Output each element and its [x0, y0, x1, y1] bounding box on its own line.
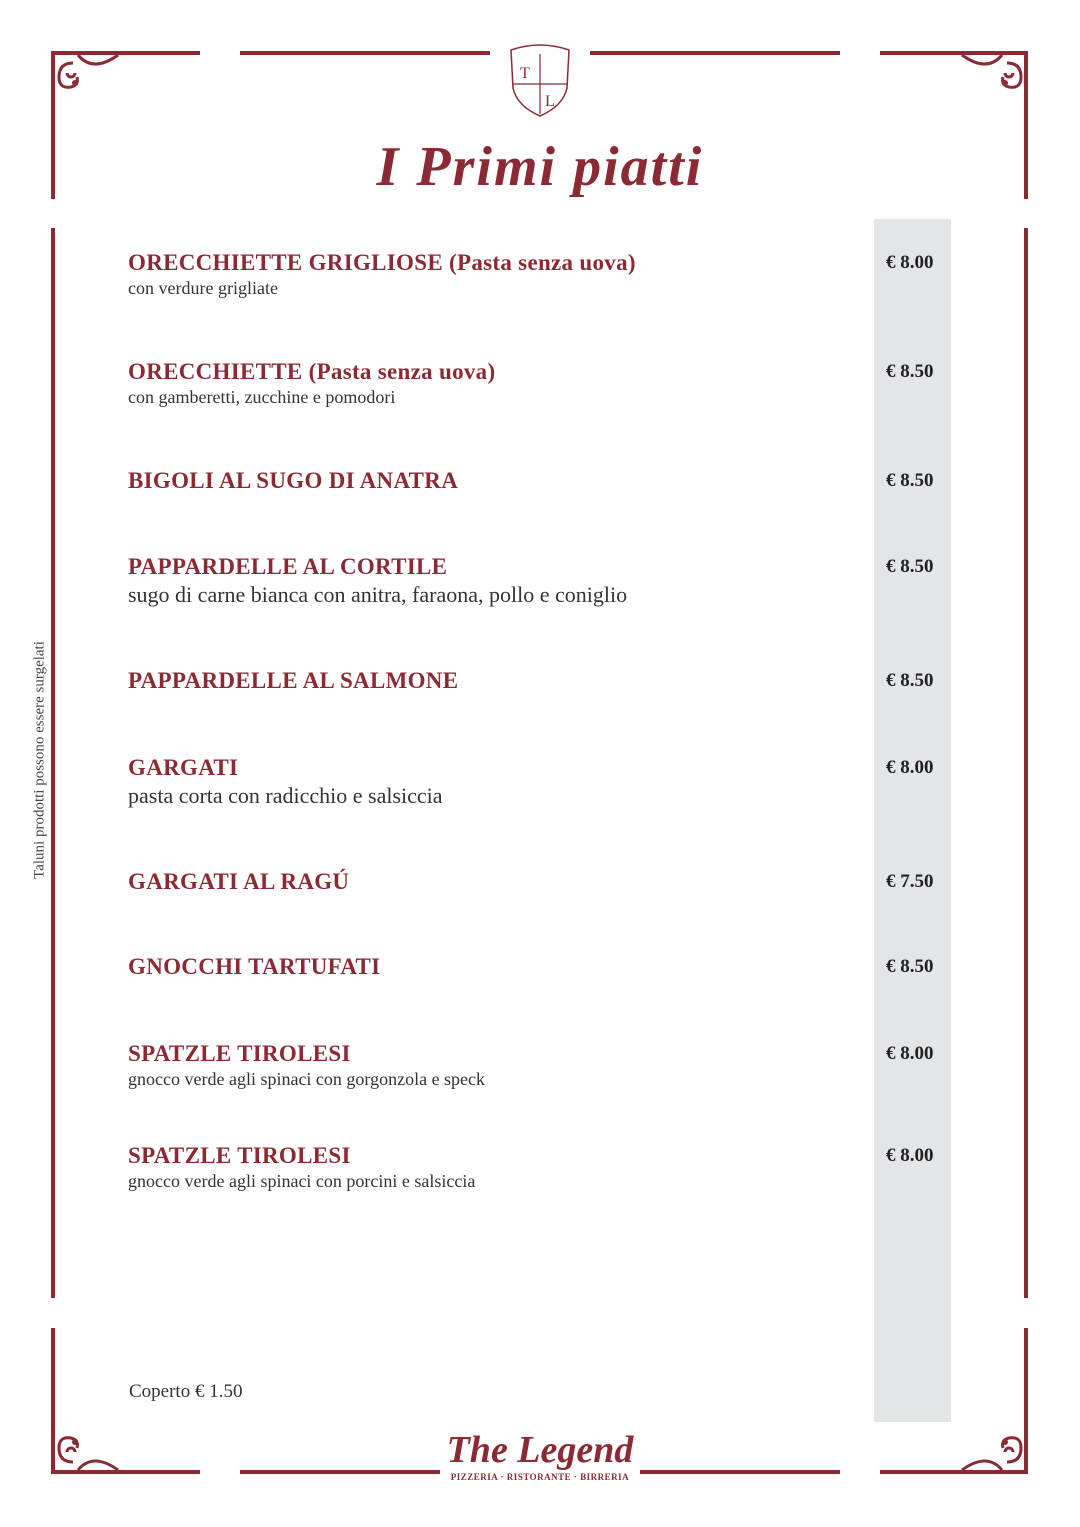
- corner-flourish-icon: [957, 1412, 1027, 1472]
- item-name: SPATZLE TIROLESI: [128, 1143, 351, 1168]
- menu-item: [128, 554, 627, 608]
- item-name: BIGOLI AL SUGO DI ANATRA: [128, 468, 459, 493]
- item-name: SPATZLE TIROLESI: [128, 1041, 351, 1066]
- cover-charge: Coperto € 1.50: [129, 1381, 243, 1402]
- crest-logo-icon: [505, 40, 575, 118]
- frame-line: [51, 228, 55, 1298]
- item-price: € 8.50: [886, 956, 934, 977]
- menu-item: [128, 250, 636, 299]
- item-description: gnocco verde agli spinaci con porcini e salsiccia: [128, 1171, 476, 1191]
- menu-item: [128, 468, 458, 494]
- item-name: PAPPARDELLE AL SALMONE: [128, 668, 459, 693]
- price-column-background: [874, 219, 951, 1422]
- corner-flourish-icon: [53, 1412, 123, 1472]
- svg-text:T: T: [520, 65, 530, 82]
- menu-item: [128, 869, 349, 895]
- menu-item: [128, 954, 380, 980]
- item-price: € 8.00: [886, 1145, 934, 1166]
- menu-item: [128, 1041, 485, 1090]
- item-description: pasta corta con radicchio e salsiccia: [128, 783, 443, 808]
- menu-item: [128, 1143, 475, 1192]
- item-price: € 8.00: [886, 252, 934, 273]
- frame-line: [590, 51, 840, 55]
- frame-line: [240, 51, 490, 55]
- menu-item: [128, 755, 443, 809]
- item-price: € 7.50: [886, 871, 934, 892]
- item-price: € 8.50: [886, 470, 934, 491]
- corner-flourish-icon: [53, 53, 123, 113]
- menu-item: [128, 359, 495, 408]
- footer-logo: [440, 1428, 640, 1482]
- page-title: I Primi piatti: [376, 136, 704, 198]
- item-name: GARGATI: [128, 755, 239, 780]
- corner-flourish-icon: [957, 53, 1027, 113]
- item-description: gnocco verde agli spinaci con gorgonzola e speck: [128, 1069, 486, 1089]
- item-price: € 8.50: [886, 556, 934, 577]
- item-name: ORECCHIETTE GRIGLIOSE (Pasta senza uova): [128, 250, 636, 275]
- item-price: € 8.00: [886, 1043, 934, 1064]
- item-name: GNOCCHI TARTUFATI: [128, 954, 381, 979]
- menu-item: [128, 668, 458, 694]
- item-description: sugo di carne bianca con anitra, faraona, pollo e coniglio: [128, 582, 628, 607]
- item-price: € 8.50: [886, 361, 934, 382]
- logo-text: The Legend: [446, 1429, 634, 1471]
- item-name: ORECCHIETTE (Pasta senza uova): [128, 359, 496, 384]
- side-note: Taluni prodotti possono essere surgelati: [31, 641, 48, 879]
- item-name: PAPPARDELLE AL CORTILE: [128, 554, 448, 579]
- frame-line: [640, 1470, 840, 1474]
- item-price: € 8.50: [886, 670, 934, 691]
- item-description: con verdure grigliate: [128, 278, 278, 298]
- logo-tagline: PIZZERIA · RISTORANTE · BIRRERIA: [450, 1472, 630, 1482]
- item-price: € 8.00: [886, 757, 934, 778]
- item-name: GARGATI AL RAGÚ: [128, 869, 350, 894]
- frame-line: [1024, 228, 1028, 1298]
- item-description: con gamberetti, zucchine e pomodori: [128, 387, 396, 407]
- svg-text:L: L: [545, 93, 555, 110]
- frame-line: [240, 1470, 440, 1474]
